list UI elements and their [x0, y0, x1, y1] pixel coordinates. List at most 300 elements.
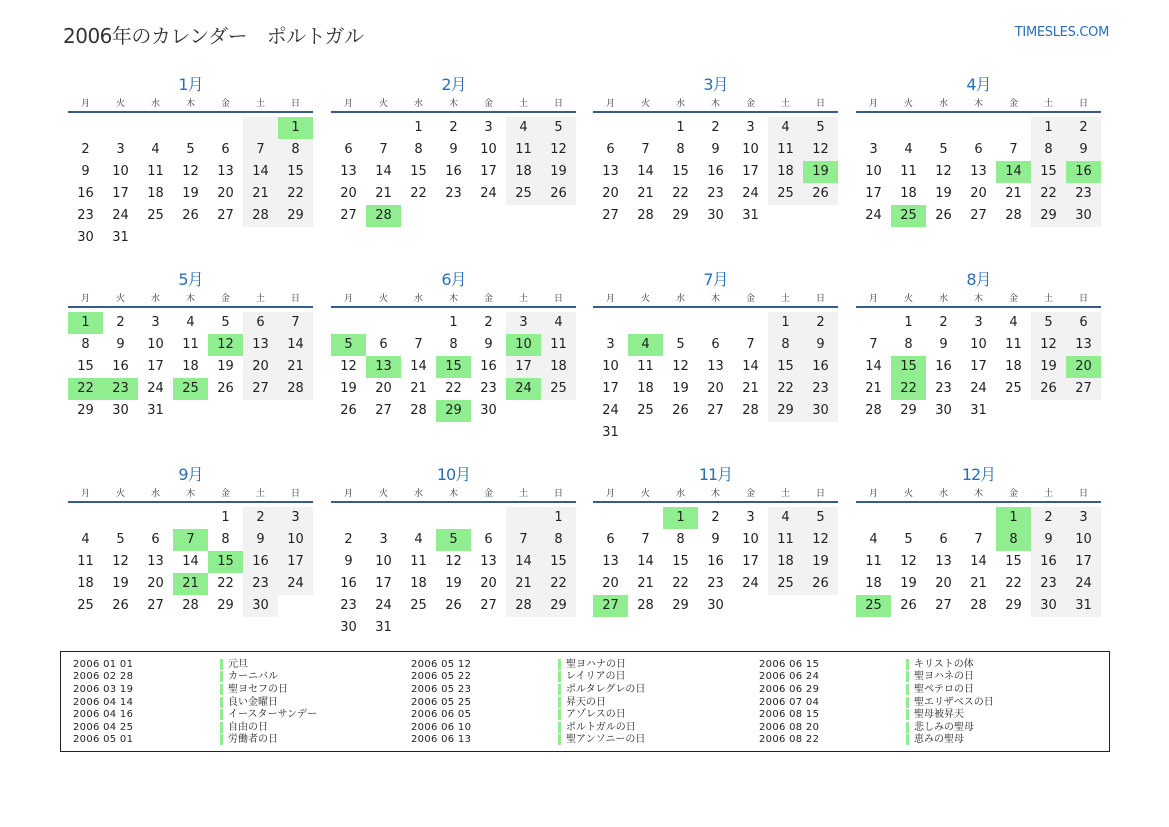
weekday-label: 火	[640, 489, 650, 499]
day-cell: 26	[112, 598, 129, 613]
empty-cell	[593, 507, 628, 529]
month-block	[856, 74, 1101, 227]
day-cell: 9	[711, 142, 720, 157]
day-cell: 20	[602, 576, 619, 591]
day-cell: 24	[1066, 573, 1101, 595]
day-cell: 9	[344, 554, 353, 569]
day-cell: 6	[711, 337, 720, 352]
holiday-name: 聖エリザベスの日	[906, 697, 994, 708]
day-cell: 27	[1066, 378, 1101, 400]
empty-cell	[856, 507, 891, 529]
day-cell: 8	[221, 532, 230, 547]
day-cell: 17	[1066, 551, 1101, 573]
day-cell: 21	[410, 381, 427, 396]
day-cell: 30	[77, 230, 94, 245]
day-cell: 11	[637, 359, 654, 374]
day-cell: 29	[217, 598, 234, 613]
day-cell: 4	[768, 507, 803, 529]
holiday-name: 聖母被昇天	[906, 709, 964, 720]
day-cell: 27	[602, 208, 619, 223]
empty-cell	[173, 507, 208, 529]
day-cell: 24	[742, 186, 759, 201]
day-cell: 28	[243, 205, 278, 227]
day-cell: 6	[939, 532, 948, 547]
day-cell: 22	[410, 186, 427, 201]
day-cell: 5	[541, 117, 576, 139]
empty-cell	[891, 507, 926, 529]
day-cell: 12	[672, 359, 689, 374]
day-cell: 14	[637, 554, 654, 569]
day-cell: 9	[484, 337, 493, 352]
holiday-date: 2006 05 23	[411, 683, 472, 695]
day-cell: 3	[746, 510, 755, 525]
day-cell: 18	[541, 356, 576, 378]
day-cell: 3	[1066, 507, 1101, 529]
day-cell: 16	[707, 554, 724, 569]
weekday-label: 日	[290, 489, 300, 499]
empty-cell	[593, 117, 628, 139]
day-cell: 30	[935, 403, 952, 418]
weekday-label: 月	[80, 489, 90, 499]
day-cell: 10	[742, 142, 759, 157]
day-cell: 24	[278, 573, 313, 595]
day-cell: 2	[803, 312, 838, 334]
holiday-row	[759, 683, 994, 696]
empty-cell	[628, 117, 663, 139]
day-cell: 14	[278, 334, 313, 356]
empty-cell	[366, 312, 401, 334]
holiday-name: 恵みの聖母	[906, 734, 964, 745]
day-cell: 24	[147, 381, 164, 396]
day-cell: 16	[112, 359, 129, 374]
day-cell: 20	[340, 186, 357, 201]
weekday-label: 月	[605, 489, 615, 499]
day-cell: 28	[366, 205, 401, 227]
empty-cell	[891, 117, 926, 139]
day-cell: 7	[974, 532, 983, 547]
day-cell: 20	[147, 576, 164, 591]
weekday-label: 土	[1043, 294, 1053, 304]
day-cell: 4	[414, 532, 423, 547]
day-cell: 13	[340, 164, 357, 179]
month-title: 4月	[966, 75, 991, 94]
day-cell: 15	[672, 554, 689, 569]
day-cell: 29	[541, 595, 576, 617]
weekday-label: 月	[80, 294, 90, 304]
weekday-label: 水	[675, 489, 685, 499]
weekday-label: 土	[780, 489, 790, 499]
day-cell: 18	[865, 576, 882, 591]
day-cell: 20	[1066, 356, 1101, 378]
day-cell: 27	[375, 403, 392, 418]
day-cell: 24	[742, 576, 759, 591]
holiday-name: 昇天の日	[558, 697, 606, 708]
day-cell: 9	[449, 142, 458, 157]
day-cell: 18	[637, 381, 654, 396]
day-cell: 23	[1066, 183, 1101, 205]
day-grid	[68, 312, 313, 422]
day-cell: 22	[278, 183, 313, 205]
empty-cell	[856, 117, 891, 139]
day-cell: 15	[410, 164, 427, 179]
day-cell: 6	[344, 142, 353, 157]
holiday-date: 2006 04 25	[73, 721, 134, 733]
day-cell: 18	[182, 359, 199, 374]
site-link[interactable]: TIMESLES.COM	[1014, 25, 1109, 40]
day-cell: 21	[637, 576, 654, 591]
day-cell: 30	[1031, 595, 1066, 617]
weekday-label: 火	[378, 489, 388, 499]
day-cell: 19	[541, 161, 576, 183]
day-cell: 31	[112, 230, 129, 245]
day-cell: 19	[803, 161, 838, 183]
day-cell: 2	[449, 120, 458, 135]
day-cell: 10	[506, 334, 541, 356]
day-cell: 11	[900, 164, 917, 179]
day-cell: 16	[340, 576, 357, 591]
day-cell: 5	[803, 507, 838, 529]
day-cell: 2	[711, 120, 720, 135]
month-title: 10月	[436, 465, 471, 484]
day-cell: 24	[970, 381, 987, 396]
day-cell: 20	[480, 576, 497, 591]
day-cell: 25	[768, 183, 803, 205]
holiday-name: 聖ペテロの日	[906, 684, 974, 695]
day-cell: 17	[112, 186, 129, 201]
day-cell: 25	[541, 378, 576, 400]
day-cell: 14	[996, 161, 1031, 183]
weekday-label: 金	[1008, 489, 1018, 499]
weekday-label: 木	[448, 294, 458, 304]
day-cell: 15	[208, 551, 243, 573]
day-cell: 27	[593, 595, 628, 617]
day-cell: 25	[147, 208, 164, 223]
day-cell: 31	[602, 425, 619, 440]
day-cell: 29	[436, 400, 471, 422]
day-cell: 23	[707, 186, 724, 201]
weekday-label: 金	[1008, 294, 1018, 304]
holiday-row	[73, 734, 317, 747]
day-cell: 19	[803, 551, 838, 573]
weekday-label: 土	[518, 99, 528, 109]
day-cell: 5	[939, 142, 948, 157]
empty-cell	[996, 117, 1031, 139]
day-cell: 29	[1005, 598, 1022, 613]
weekday-label: 木	[710, 99, 720, 109]
day-cell: 11	[506, 139, 541, 161]
day-cell: 8	[541, 529, 576, 551]
day-cell: 21	[970, 576, 987, 591]
weekday-header	[856, 486, 1101, 503]
day-cell: 24	[865, 208, 882, 223]
day-cell: 14	[865, 359, 882, 374]
day-cell: 8	[278, 139, 313, 161]
day-cell: 9	[803, 334, 838, 356]
holiday-name: ポルタレグレの日	[558, 684, 645, 695]
holiday-date: 2006 07 04	[759, 696, 820, 708]
day-cell: 15	[768, 356, 803, 378]
day-cell: 23	[77, 208, 94, 223]
day-cell: 27	[935, 598, 952, 613]
day-cell: 3	[379, 532, 388, 547]
day-cell: 23	[340, 598, 357, 613]
day-cell: 9	[1031, 529, 1066, 551]
holiday-name: 良い金曜日	[220, 697, 278, 708]
day-cell: 18	[768, 551, 803, 573]
empty-cell	[331, 312, 366, 334]
weekday-label: 月	[343, 294, 353, 304]
day-cell: 26	[803, 183, 838, 205]
weekday-label: 木	[973, 294, 983, 304]
weekday-label: 金	[220, 489, 230, 499]
weekday-label: 木	[973, 99, 983, 109]
weekday-label: 水	[413, 294, 423, 304]
empty-cell	[331, 507, 366, 529]
day-cell: 21	[506, 573, 541, 595]
empty-cell	[436, 507, 471, 529]
holiday-row	[411, 734, 645, 747]
day-cell: 30	[707, 208, 724, 223]
day-cell: 22	[891, 378, 926, 400]
weekday-label: 火	[903, 99, 913, 109]
holiday-row	[73, 696, 317, 709]
day-cell: 8	[1031, 139, 1066, 161]
day-cell: 7	[1009, 142, 1018, 157]
day-cell: 3	[278, 507, 313, 529]
day-cell: 13	[366, 356, 401, 378]
day-cell: 18	[147, 186, 164, 201]
day-cell: 20	[375, 381, 392, 396]
day-cell: 2	[939, 315, 948, 330]
holiday-name: アゾレスの日	[558, 709, 626, 720]
day-cell: 1	[68, 312, 103, 334]
day-cell: 20	[970, 186, 987, 201]
day-cell: 11	[865, 554, 882, 569]
day-grid	[593, 507, 838, 617]
holiday-row	[73, 671, 317, 684]
holiday-name: 労働者の日	[220, 734, 278, 745]
empty-cell	[663, 312, 698, 334]
day-cell: 5	[116, 532, 125, 547]
day-cell: 12	[803, 139, 838, 161]
weekday-label: 木	[973, 489, 983, 499]
holiday-column	[411, 658, 645, 746]
day-cell: 12	[803, 529, 838, 551]
day-cell: 28	[278, 378, 313, 400]
day-cell: 26	[340, 403, 357, 418]
day-cell: 13	[147, 554, 164, 569]
day-cell: 4	[151, 142, 160, 157]
day-cell: 13	[707, 359, 724, 374]
day-cell: 17	[278, 551, 313, 573]
weekday-label: 金	[483, 294, 493, 304]
day-cell: 2	[344, 532, 353, 547]
day-cell: 25	[637, 403, 654, 418]
day-cell: 10	[147, 337, 164, 352]
day-cell: 17	[480, 164, 497, 179]
day-cell: 2	[1066, 117, 1101, 139]
day-cell: 11	[1005, 337, 1022, 352]
day-cell: 25	[768, 573, 803, 595]
holiday-date: 2006 08 20	[759, 721, 820, 733]
day-cell: 5	[1031, 312, 1066, 334]
day-cell: 16	[445, 164, 462, 179]
day-cell: 3	[869, 142, 878, 157]
weekday-header	[593, 486, 838, 503]
weekday-label: 水	[675, 294, 685, 304]
day-cell: 28	[742, 403, 759, 418]
weekday-label: 火	[115, 489, 125, 499]
holiday-date: 2006 06 24	[759, 671, 820, 683]
day-cell: 26	[182, 208, 199, 223]
weekday-label: 日	[1078, 99, 1088, 109]
holiday-date: 2006 06 05	[411, 709, 472, 721]
weekday-label: 水	[938, 489, 948, 499]
day-cell: 4	[1009, 315, 1018, 330]
day-cell: 16	[935, 359, 952, 374]
weekday-label: 月	[868, 489, 878, 499]
day-cell: 26	[1031, 378, 1066, 400]
holiday-row	[759, 696, 994, 709]
holiday-name: 元旦	[220, 659, 248, 670]
weekday-label: 日	[553, 294, 563, 304]
day-cell: 26	[217, 381, 234, 396]
day-cell: 1	[278, 117, 313, 139]
day-cell: 17	[147, 359, 164, 374]
day-cell: 22	[68, 378, 103, 400]
weekday-label: 水	[150, 489, 160, 499]
day-cell: 7	[173, 529, 208, 551]
holiday-name: キリストの体	[906, 659, 974, 670]
day-cell: 23	[103, 378, 138, 400]
empty-cell	[961, 507, 996, 529]
day-cell: 22	[768, 378, 803, 400]
weekday-label: 土	[1043, 99, 1053, 109]
holiday-row	[759, 708, 994, 721]
day-cell: 18	[900, 186, 917, 201]
day-cell: 31	[742, 208, 759, 223]
holiday-date: 2006 08 15	[759, 709, 820, 721]
weekday-label: 月	[343, 489, 353, 499]
weekday-label: 火	[115, 99, 125, 109]
day-cell: 27	[243, 378, 278, 400]
day-cell: 11	[147, 164, 164, 179]
day-cell: 17	[742, 164, 759, 179]
day-cell: 1	[221, 510, 230, 525]
weekday-header	[331, 291, 576, 308]
day-cell: 12	[112, 554, 129, 569]
month-title: 3月	[703, 75, 728, 94]
day-grid	[331, 117, 576, 227]
day-cell: 31	[1066, 595, 1101, 617]
day-cell: 17	[742, 554, 759, 569]
day-cell: 8	[768, 334, 803, 356]
day-cell: 15	[1031, 161, 1066, 183]
day-cell: 28	[410, 403, 427, 418]
day-cell: 10	[602, 359, 619, 374]
day-cell: 4	[506, 117, 541, 139]
day-cell: 16	[480, 359, 497, 374]
weekday-label: 水	[938, 99, 948, 109]
weekday-label: 月	[868, 99, 878, 109]
day-cell: 20	[243, 356, 278, 378]
empty-cell	[926, 117, 961, 139]
day-cell: 30	[480, 403, 497, 418]
weekday-header	[331, 486, 576, 503]
holiday-row	[411, 696, 645, 709]
weekday-label: 土	[780, 294, 790, 304]
day-cell: 21	[865, 381, 882, 396]
holiday-row	[759, 658, 994, 671]
day-cell: 1	[768, 312, 803, 334]
holiday-date: 2006 04 16	[73, 709, 134, 721]
holiday-row	[759, 734, 994, 747]
day-grid	[856, 507, 1101, 617]
weekday-header	[331, 96, 576, 113]
day-cell: 8	[676, 142, 685, 157]
weekday-label: 土	[255, 294, 265, 304]
day-cell: 23	[707, 576, 724, 591]
day-cell: 6	[484, 532, 493, 547]
weekday-label: 金	[483, 99, 493, 109]
day-cell: 13	[243, 334, 278, 356]
day-cell: 16	[803, 356, 838, 378]
day-cell: 8	[996, 529, 1031, 551]
day-cell: 19	[340, 381, 357, 396]
day-cell: 5	[803, 117, 838, 139]
day-cell: 7	[641, 532, 650, 547]
weekday-label: 木	[448, 489, 458, 499]
day-cell: 28	[1005, 208, 1022, 223]
day-cell: 1	[904, 315, 913, 330]
day-cell: 23	[445, 186, 462, 201]
weekday-label: 金	[220, 294, 230, 304]
holiday-date: 2006 01 01	[73, 658, 134, 670]
day-cell: 8	[904, 337, 913, 352]
day-cell: 19	[672, 381, 689, 396]
day-cell: 19	[1031, 356, 1066, 378]
weekday-label: 金	[745, 294, 755, 304]
day-cell: 2	[243, 507, 278, 529]
holiday-date: 2006 03 19	[73, 683, 134, 695]
day-cell: 11	[182, 337, 199, 352]
day-cell: 10	[375, 554, 392, 569]
day-cell: 21	[278, 356, 313, 378]
day-grid	[68, 507, 313, 617]
month-title: 8月	[966, 270, 991, 289]
empty-cell	[401, 312, 436, 334]
holiday-date: 2006 02 28	[73, 671, 134, 683]
weekday-label: 水	[413, 99, 423, 109]
empty-cell	[243, 117, 278, 139]
day-cell: 17	[506, 356, 541, 378]
holiday-date: 2006 08 22	[759, 734, 820, 746]
day-cell: 9	[939, 337, 948, 352]
weekday-label: 月	[343, 99, 353, 109]
day-cell: 10	[865, 164, 882, 179]
day-cell: 26	[541, 183, 576, 205]
day-cell: 18	[410, 576, 427, 591]
day-cell: 6	[1066, 312, 1101, 334]
weekday-label: 木	[710, 294, 720, 304]
day-cell: 9	[243, 529, 278, 551]
day-cell: 16	[243, 551, 278, 573]
day-cell: 29	[768, 400, 803, 422]
day-cell: 14	[970, 554, 987, 569]
day-cell: 10	[742, 532, 759, 547]
day-cell: 18	[1005, 359, 1022, 374]
day-cell: 5	[331, 334, 366, 356]
